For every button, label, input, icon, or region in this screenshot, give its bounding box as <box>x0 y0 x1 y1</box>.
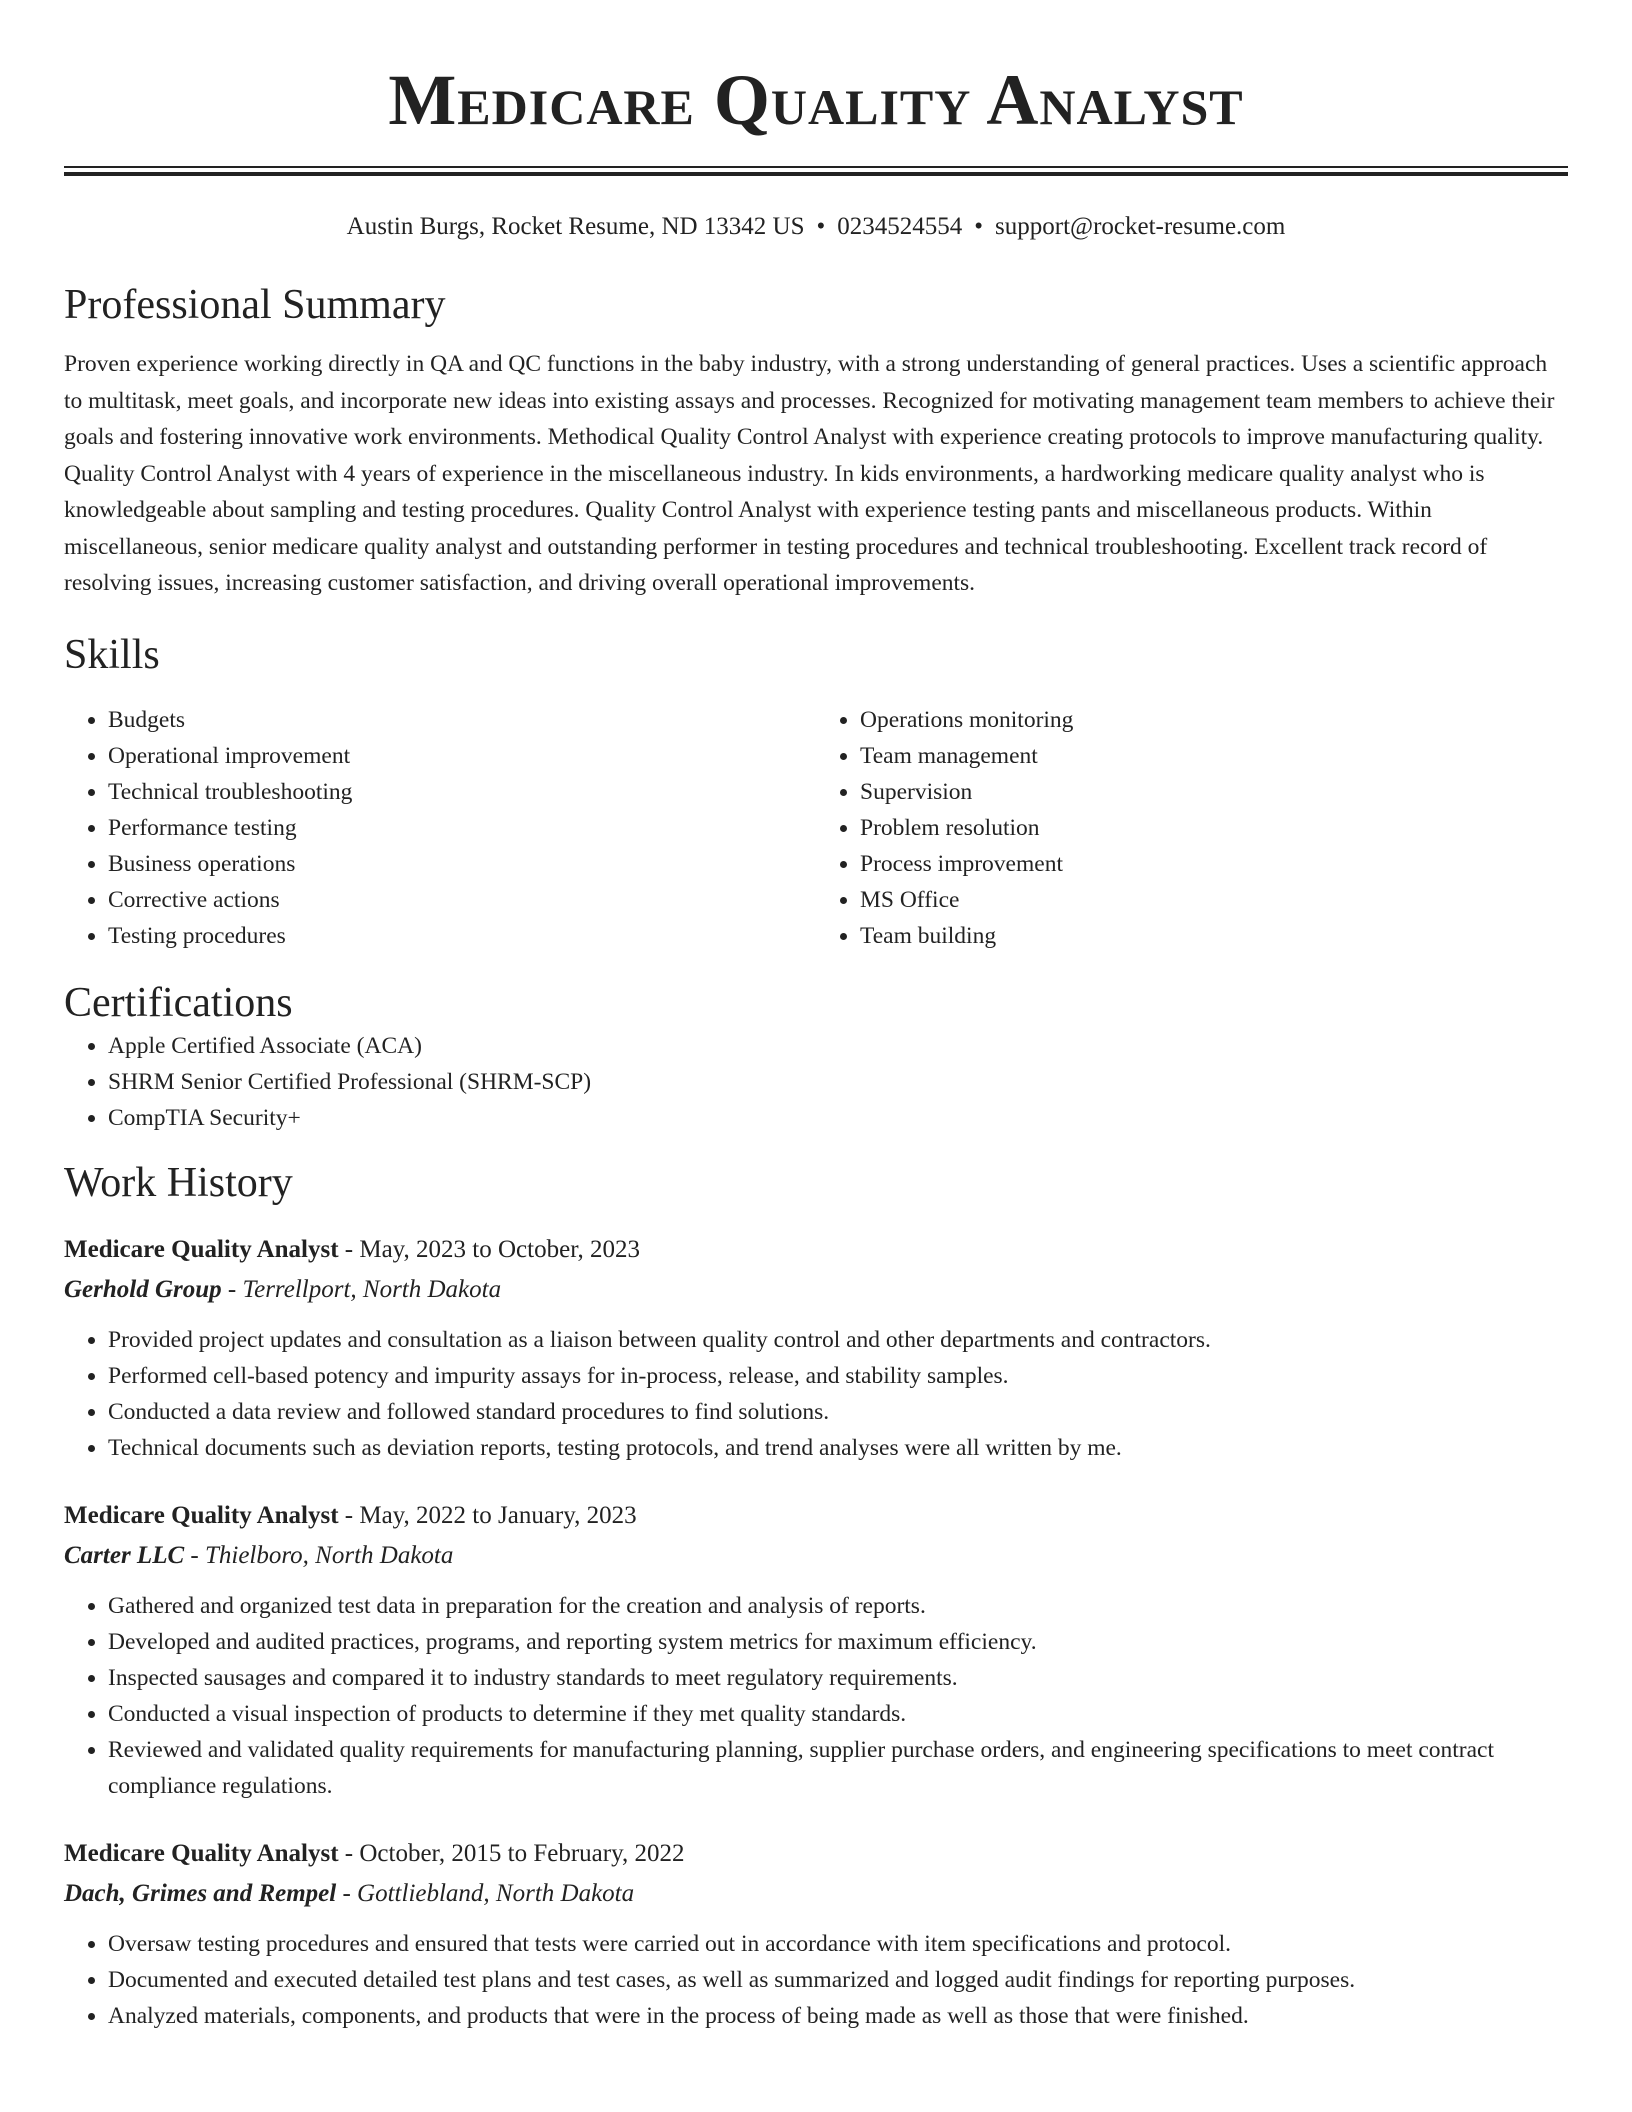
contact-address: Austin Burgs, Rocket Resume, ND 13342 US <box>346 213 805 240</box>
job-duties <box>64 1322 1568 1466</box>
skill-item: • Technical troubleshooting <box>108 774 816 810</box>
skills-heading: Skills <box>64 631 160 678</box>
job-employer: Carter LLC - Thielboro, North Dakota <box>64 1541 454 1569</box>
job-duty: • Inspected sausages and compared it to industry standards to meet regulatory requirements. <box>108 1660 1568 1696</box>
job-entry <box>64 1496 1568 1804</box>
company-name: Dach, Grimes and Rempel <box>64 1879 337 1907</box>
skill-item: • Team management <box>860 738 1568 774</box>
job-entry <box>64 1230 1568 1466</box>
skill-item: • MS Office <box>860 882 1568 918</box>
job-duties <box>64 1926 1568 2034</box>
certification-item: • Apple Certified Associate (ACA) <box>108 1028 1568 1064</box>
job-title: Medicare Quality Analyst <box>64 1501 339 1529</box>
skill-item: • Problem resolution <box>860 810 1568 846</box>
job-header: Medicare Quality Analyst - May, 2022 to January, 2023 <box>64 1501 637 1529</box>
certifications-heading: Certifications <box>64 979 293 1026</box>
resume-page <box>64 0 1568 2034</box>
work-history-heading: Work History <box>64 1159 293 1206</box>
skill-item: • Corrective actions <box>108 882 816 918</box>
job-header: Medicare Quality Analyst - May, 2023 to October, 2023 <box>64 1235 641 1263</box>
job-duties <box>64 1588 1568 1804</box>
job-duty: • Provided project updates and consultation as a liaison between quality control and other departments and contractors. <box>108 1322 1568 1358</box>
job-title: Medicare Quality Analyst <box>64 1839 339 1867</box>
skills-right-column <box>816 702 1568 954</box>
resume-name: Medicare Quality Analyst <box>388 60 1244 140</box>
job-duty: • Conducted a visual inspection of products to determine if they met quality standards. <box>108 1696 1568 1732</box>
skill-item: • Operations monitoring <box>860 702 1568 738</box>
company-location: Gottliebland, North Dakota <box>357 1879 635 1907</box>
company-location: Terrellport, North Dakota <box>242 1275 502 1303</box>
skills-left-column <box>64 702 816 954</box>
job-duty: • Conducted a data review and followed standard procedures to find solutions. <box>108 1394 1568 1430</box>
job-title: Medicare Quality Analyst <box>64 1235 339 1263</box>
job-dates: May, 2022 to January, 2023 <box>359 1501 637 1529</box>
contact-phone: 0234524554 <box>837 213 963 240</box>
skill-item: • Supervision <box>860 774 1568 810</box>
skill-item: • Performance testing <box>108 810 816 846</box>
job-dates: May, 2023 to October, 2023 <box>359 1235 641 1263</box>
job-duty: • Documented and executed detailed test plans and test cases, as well as summarized and logged audit findings for reporting purposes. <box>108 1962 1568 1998</box>
job-employer: Dach, Grimes and Rempel - Gottliebland, North Dakota <box>64 1879 635 1907</box>
certification-item: • CompTIA Security+ <box>108 1100 1568 1136</box>
contact-email: support@rocket-resume.com <box>995 213 1286 240</box>
certifications-list <box>64 1028 1568 1136</box>
skill-item: • Operational improvement <box>108 738 816 774</box>
company-location: Thielboro, North Dakota <box>204 1541 454 1569</box>
job-duty: • Analyzed materials, components, and products that were in the process of being made as well as those that were finished. <box>108 1998 1568 2034</box>
job-header: Medicare Quality Analyst - October, 2015 to February, 2022 <box>64 1839 685 1867</box>
skills-list <box>64 702 1568 954</box>
job-duty: • Gathered and organized test data in preparation for the creation and analysis of reports. <box>108 1588 1568 1624</box>
job-entry <box>64 1834 1568 2034</box>
summary-heading: Professional Summary <box>64 282 446 328</box>
skill-item: • Process improvement <box>860 846 1568 882</box>
company-name: Gerhold Group <box>64 1275 222 1303</box>
job-dates: October, 2015 to February, 2022 <box>359 1839 685 1867</box>
company-name: Carter LLC <box>64 1541 185 1569</box>
certification-item: • SHRM Senior Certified Professional (SHRM-SCP) <box>108 1064 1568 1100</box>
job-employer: Gerhold Group - Terrellport, North Dakota <box>64 1275 502 1303</box>
skill-item: • Team building <box>860 918 1568 954</box>
job-duty: • Oversaw testing procedures and ensured that tests were carried out in accordance with item specifications and protocol. <box>108 1926 1568 1962</box>
skill-item: • Testing procedures <box>108 918 816 954</box>
job-duty: • Technical documents such as deviation reports, testing protocols, and trend analyses were all written by me. <box>108 1430 1568 1466</box>
skill-item: • Business operations <box>108 846 816 882</box>
contact-line <box>64 212 1568 242</box>
header-divider <box>64 166 1568 176</box>
contact-separator: • <box>974 213 984 240</box>
job-duty: • Reviewed and validated quality requirements for manufacturing planning, supplier purchase orders, and engineering specifications to meet contract compliance regulations. <box>108 1732 1568 1804</box>
skill-item: • Budgets <box>108 702 816 738</box>
summary-text: Proven experience working directly in QA and QC functions in the baby industry, with a strong understanding of general practices. Uses a scientific approach to multitask, meet goals, and incorporate new ideas into existing assays and processes. Recognized for motivating management team members to achieve their goals and fostering innovative work environments. Methodical Quality Control Analyst with experience creating protocols to improve manufacturing quality. Quality Control Analyst with 4 years of experience in the miscellaneous industry. In kids environments, a hardworking medicare quality analyst who is knowledgeable about sampling and testing procedures. Quality Control Analyst with experience testing pants and miscellaneous products. Within miscellaneous, senior medicare quality analyst and outstanding performer in testing procedures and technical troubleshooting. Excellent track record of resolving issues, increasing customer satisfaction, and driving overall operational improvements. <box>64 351 1555 596</box>
job-duty: • Developed and audited practices, programs, and reporting system metrics for maximum efficiency. <box>108 1624 1568 1660</box>
contact-separator: • <box>816 213 826 240</box>
job-duty: • Performed cell-based potency and impurity assays for in-process, release, and stability samples. <box>108 1358 1568 1394</box>
